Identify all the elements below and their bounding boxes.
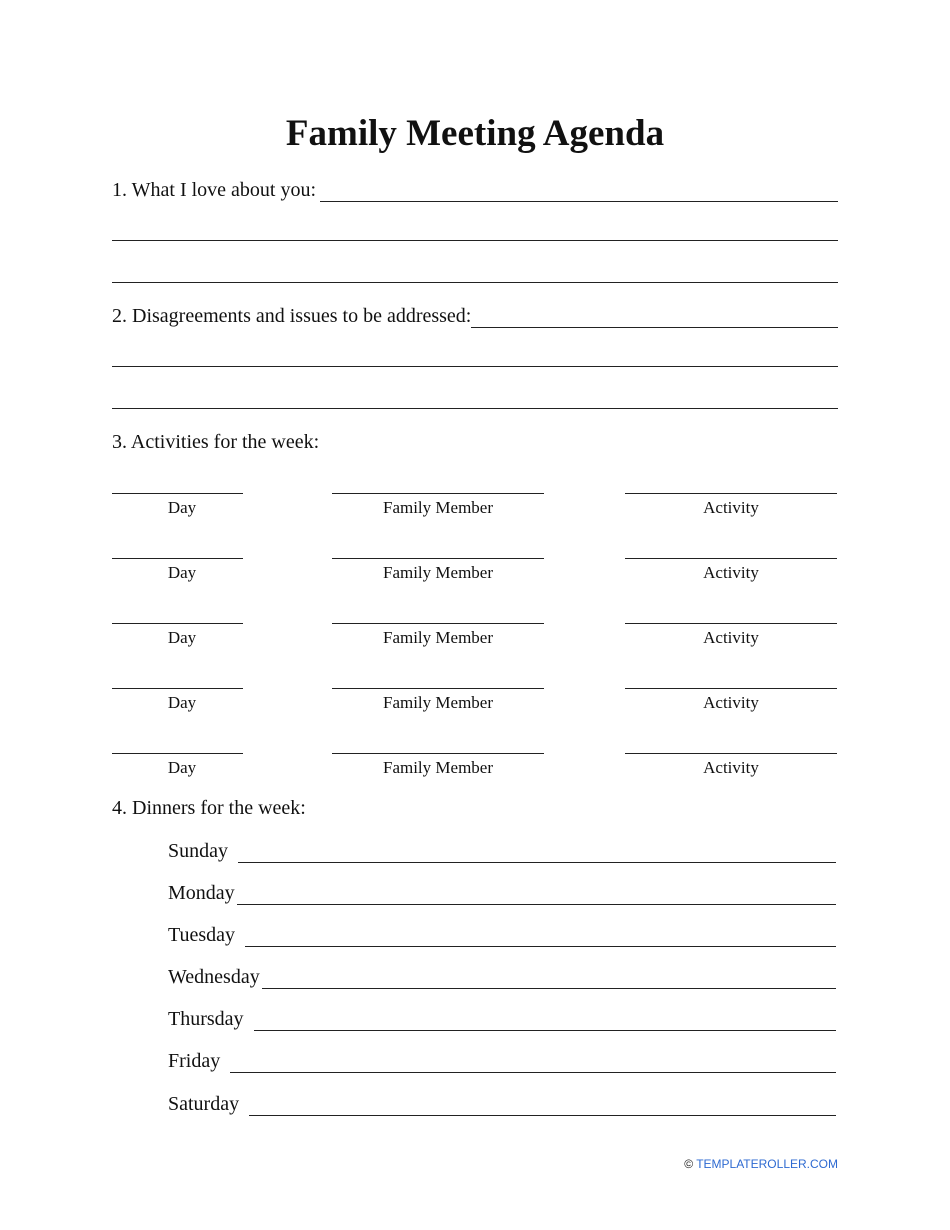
dinner-row-saturday [168, 1092, 836, 1116]
family-member-line[interactable] [332, 688, 544, 689]
love-line-2[interactable] [112, 240, 838, 241]
dinner-line[interactable] [262, 971, 836, 989]
family-member-caption: Family Member [382, 693, 493, 712]
activity-line[interactable] [625, 753, 837, 754]
activity-caption: Activity [703, 498, 759, 517]
day-line[interactable] [112, 753, 243, 754]
family-member-line[interactable] [332, 623, 544, 624]
dinner-line[interactable] [230, 1055, 836, 1073]
activity-caption: Activity [703, 693, 759, 712]
activity-line[interactable] [625, 688, 837, 689]
dinner-day-label: Monday [168, 882, 235, 904]
family-member-line[interactable] [332, 753, 544, 754]
family-member-caption: Family Member [382, 628, 493, 647]
dinner-day-label: Saturday [168, 1093, 240, 1115]
issues-line-1[interactable] [471, 310, 838, 328]
dinner-day-label: Friday [168, 1050, 221, 1072]
dinner-line[interactable] [237, 887, 836, 905]
day-line[interactable] [112, 688, 243, 689]
dinner-row-sunday [168, 839, 836, 863]
day-line[interactable] [112, 493, 243, 494]
dinner-row-wednesday [168, 965, 836, 989]
dinner-line[interactable] [238, 845, 836, 863]
copyright-symbol: © [684, 1157, 694, 1171]
love-row [112, 178, 838, 202]
activity-caption: Activity [703, 628, 759, 647]
love-label: 1. What I love about you: [112, 179, 317, 201]
issues-line-3[interactable] [112, 408, 838, 409]
dinner-day-label: Thursday [168, 1008, 244, 1030]
love-line-3[interactable] [112, 282, 838, 283]
templateroller-link[interactable]: TEMPLATEROLLER.COM [696, 1157, 838, 1171]
day-line[interactable] [112, 623, 243, 624]
activities-heading: 3. Activities for the week: [112, 431, 320, 453]
dinner-row-friday [168, 1049, 836, 1073]
footer-credit [684, 1156, 838, 1172]
issues-line-2[interactable] [112, 366, 838, 367]
dinner-row-thursday [168, 1007, 836, 1031]
dinner-line[interactable] [249, 1098, 836, 1116]
day-caption: Day [167, 498, 197, 517]
activity-line[interactable] [625, 623, 837, 624]
page-title: Family Meeting Agenda [285, 113, 665, 154]
day-caption: Day [167, 563, 197, 582]
day-caption: Day [167, 758, 197, 777]
activity-caption: Activity [703, 758, 759, 777]
day-caption: Day [167, 693, 197, 712]
day-line[interactable] [112, 558, 243, 559]
dinner-day-label: Wednesday [168, 966, 260, 988]
activity-caption: Activity [703, 563, 759, 582]
activity-line[interactable] [625, 493, 837, 494]
day-caption: Day [167, 628, 197, 647]
dinner-row-tuesday [168, 923, 836, 947]
family-member-line[interactable] [332, 493, 544, 494]
dinner-line[interactable] [245, 929, 836, 947]
family-member-caption: Family Member [382, 563, 493, 582]
dinner-line[interactable] [254, 1013, 836, 1031]
dinner-row-monday [168, 881, 836, 905]
issues-label: 2. Disagreements and issues to be addressed: [112, 305, 472, 327]
dinner-day-label: Sunday [168, 840, 228, 862]
family-member-caption: Family Member [382, 758, 493, 777]
issues-row [112, 304, 838, 328]
dinners-heading: 4. Dinners for the week: [112, 797, 306, 819]
family-member-line[interactable] [332, 558, 544, 559]
dinner-day-label: Tuesday [168, 924, 236, 946]
family-member-caption: Family Member [382, 498, 493, 517]
activity-line[interactable] [625, 558, 837, 559]
love-line-1[interactable] [320, 184, 838, 202]
